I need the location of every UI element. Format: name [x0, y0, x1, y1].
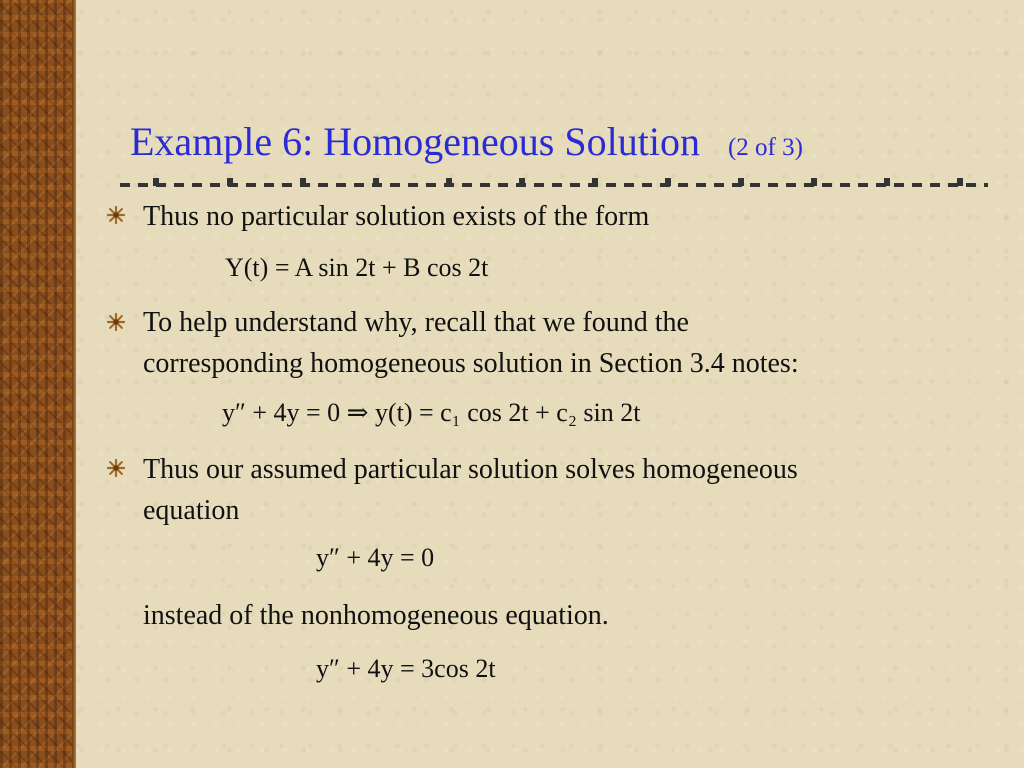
divider-dot	[738, 178, 744, 186]
equation-homogeneous-solution: y″ + 4y = 0 ⇒ y(t) = c₁ cos 2t + c₂ sin 2t	[222, 398, 641, 427]
divider-dot	[665, 178, 671, 186]
divider-dot	[300, 178, 306, 186]
star-bullet-icon	[107, 313, 125, 331]
bullet-3-line-1: Thus our assumed particular solution solves homogeneous	[143, 454, 798, 485]
equation-nonhomogeneous: y″ + 4y = 3cos 2t	[316, 654, 496, 683]
title-main: Example 6: Homogeneous Solution	[130, 119, 700, 164]
slide-title	[130, 118, 803, 165]
star-bullet-icon	[107, 206, 125, 224]
divider-dot	[153, 178, 159, 186]
equation-particular-form: Y(t) = A sin 2t + B cos 2t	[225, 253, 489, 282]
bullet-3-line-2: equation	[143, 495, 240, 526]
divider-dot	[957, 178, 963, 186]
divider-dot	[884, 178, 890, 186]
title-divider	[120, 183, 988, 187]
divider-dot	[519, 178, 525, 186]
divider-dot	[227, 178, 233, 186]
bullet-2-line-2: corresponding homogeneous solution in Section 3.4 notes:	[143, 348, 799, 379]
divider-dot	[373, 178, 379, 186]
bullet-2-line-1: To help understand why, recall that we found the	[143, 307, 689, 338]
equation-homogeneous: y″ + 4y = 0	[316, 543, 435, 572]
text-nonhomogeneous: instead of the nonhomogeneous equation.	[143, 600, 609, 631]
divider-dot	[811, 178, 817, 186]
bullet-1-line-1: Thus no particular solution exists of the form	[143, 201, 650, 232]
divider-dot	[592, 178, 598, 186]
decorative-side-strip	[0, 0, 76, 768]
divider-dot	[446, 178, 452, 186]
star-bullet-icon	[107, 459, 125, 477]
title-subtitle: (2 of 3)	[727, 134, 803, 161]
